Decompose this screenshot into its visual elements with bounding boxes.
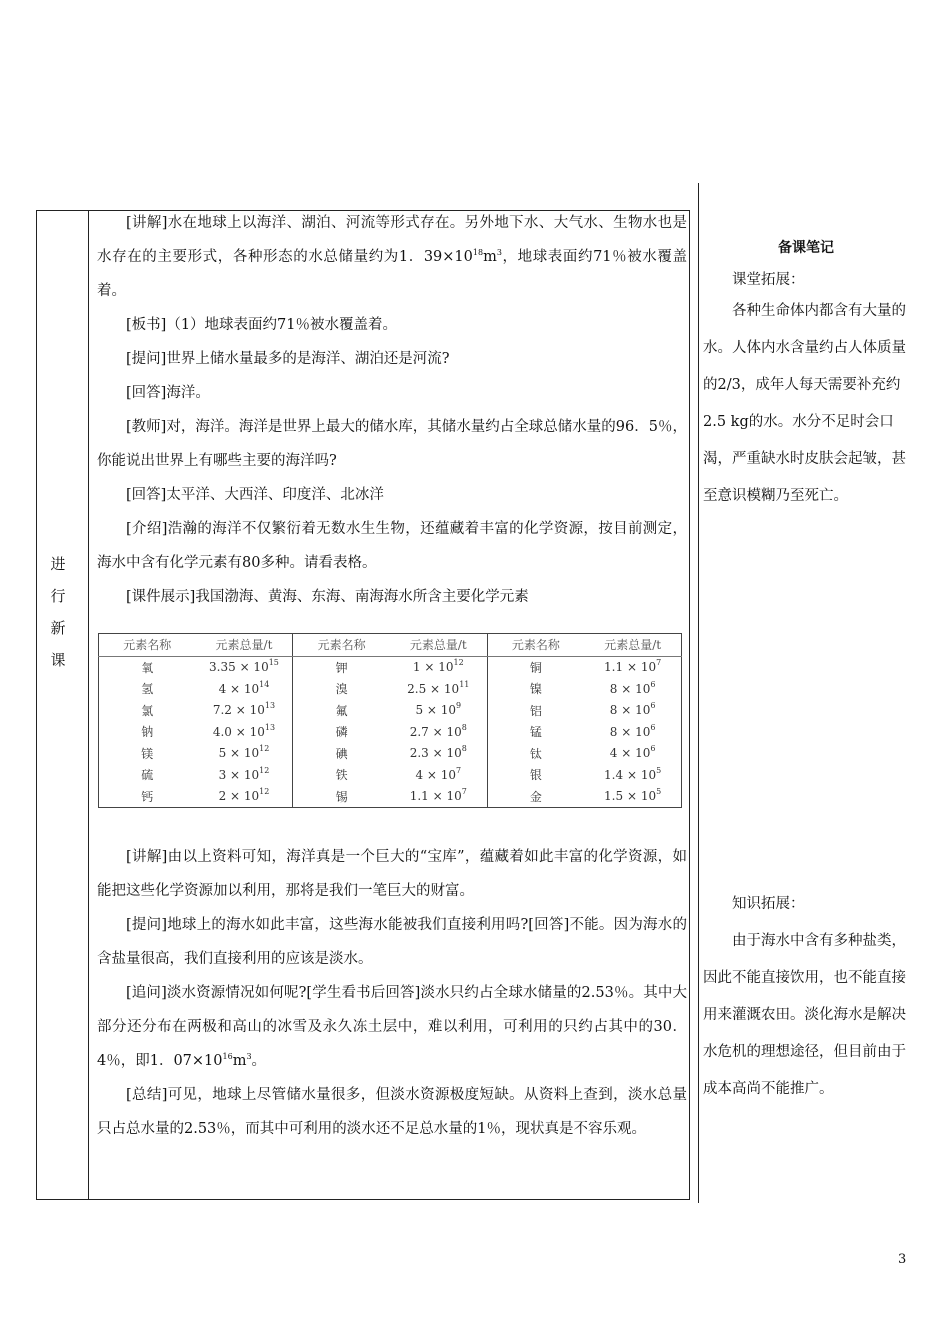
paragraph: [回答]海洋。 <box>126 385 210 401</box>
row-label-char: 进 <box>50 555 66 573</box>
table-header-row <box>99 634 682 657</box>
element-name: 磷 <box>335 725 348 740</box>
element-amount: $2.7 \times 10^8$ <box>390 721 487 743</box>
sidebar-section-body: 由于海水中含有多种盐类，因此不能直接饮用，也不能直接用来灌溉农田。淡化海水是解决水危机的理想途径，但目前由于成本高尚不能推广。 <box>703 933 906 1097</box>
notes-divider <box>698 183 699 1203</box>
table-row <box>99 678 682 700</box>
sidebar-title: 备课笔记 <box>778 240 834 256</box>
table-header: 元素总量/t <box>390 634 487 657</box>
paragraph: [提问]地球上的海水如此丰富，这些海水能被我们直接利用吗?[回答]不能。因为海水的含盐量很高，我们直接利用的应该是淡水。 <box>97 917 687 967</box>
row-label <box>44 548 72 676</box>
element-amount: $1.1 \times 10^7$ <box>390 786 487 808</box>
row-label-char: 新 <box>50 619 66 637</box>
sidebar-section-heading: 课堂拓展： <box>732 272 805 288</box>
paragraph: [提问]世界上储水量最多的是海洋、湖泊还是河流? <box>126 351 450 367</box>
paragraph: [介绍]浩瀚的海洋不仅繁衍着无数水生生物，还蕴藏着丰富的化学资源，按目前测定，海水中含有化学元素有80多种。请看表格。 <box>97 521 687 571</box>
summary-paragraph: [总结]可见，地球上尽管储水量很多，但淡水资源极度短缺。从资料上查到，淡水总量只占总水量的2.53％，而其中可利用的淡水还不足总水量的1％，现状真是不容乐观。 <box>97 1087 687 1137</box>
table-header: 元素总量/t <box>196 634 293 657</box>
paragraph: [教师]对，海洋。海洋是世界上最大的储水库，其储水量约占全球总储水量的96．5％，你能说出世界上有哪些主要的海洋吗? <box>97 419 687 469</box>
element-amount: $2.5 \times 10^{11}$ <box>390 678 487 700</box>
element-amount: $4 \times 10^{14}$ <box>196 678 293 700</box>
element-name: 碘 <box>335 746 348 761</box>
table-row <box>99 700 682 722</box>
element-amount: $5 \times 10^9$ <box>390 700 487 722</box>
sidebar-section-body: 各种生命体内都含有大量的水。人体内水含量约占人体质量的2/3，成年人每天需要补充约2.5 kg的水。水分不足时会口渴，严重缺水时皮肤会起皱，甚至意识模糊乃至死亡。 <box>703 303 906 504</box>
main-content-top <box>97 206 687 614</box>
table-row <box>99 721 682 743</box>
element-name: 铝 <box>529 703 542 718</box>
table-row <box>99 786 682 808</box>
sidebar-section-heading: 知识拓展： <box>732 896 805 912</box>
element-amount: $1 \times 10^{12}$ <box>390 656 487 678</box>
element-name: 钾 <box>335 660 348 675</box>
table-row <box>99 656 682 678</box>
table-header: 元素名称 <box>99 634 196 657</box>
element-amount: $4.0 \times 10^{13}$ <box>196 721 293 743</box>
page-number: 3 <box>898 1252 907 1267</box>
element-amount: $1.5 \times 10^5$ <box>604 787 662 804</box>
main-content-bottom <box>97 840 687 1146</box>
element-amount: $8 \times 10^6$ <box>609 722 656 739</box>
element-name: 氢 <box>141 682 154 697</box>
element-name: 硫 <box>141 768 154 783</box>
element-name: 钙 <box>141 789 154 804</box>
element-name: 锰 <box>529 725 542 740</box>
table-header: 元素总量/t <box>584 634 681 657</box>
element-name: 镁 <box>141 746 154 761</box>
table-header: 元素名称 <box>487 634 584 657</box>
intro-paragraph: [讲解]水在地球上以海洋、湖泊、河流等形式存在。另外地下水、大气水、生物水也是水存在的主要形式，各种形态的水总储量约为1．$39\times 10^{18}m^3$，地球表面约71％被水覆盖着。 <box>97 215 687 299</box>
column-divider <box>88 210 89 1200</box>
paragraph: [回答]太平洋、大西洋、印度洋、北冰洋 <box>126 487 384 503</box>
element-amount: $1.4 \times 10^5$ <box>604 765 662 782</box>
element-name: 氧 <box>141 660 154 675</box>
element-name: 氟 <box>335 703 348 718</box>
element-amount: $3.35 \times 10^{15}$ <box>196 656 293 678</box>
element-name: 钠 <box>141 725 154 740</box>
element-amount: $4 \times 10^7$ <box>390 764 487 786</box>
element-name: 氯 <box>141 703 154 718</box>
element-amount: $8 \times 10^6$ <box>609 679 656 696</box>
element-amount: $8 \times 10^6$ <box>609 701 656 718</box>
element-name: 金 <box>529 789 542 804</box>
paragraph: [板书]（1）地球表面约71％被水覆盖着。 <box>126 317 397 333</box>
element-amount: $4 \times 10^6$ <box>609 744 656 761</box>
element-name: 溴 <box>335 682 348 697</box>
row-label-char: 课 <box>50 651 66 669</box>
element-amount: $2.3 \times 10^8$ <box>390 743 487 765</box>
sidebar-notes-top <box>703 230 909 515</box>
element-amount: $7.2 \times 10^{13}$ <box>196 700 293 722</box>
element-amount: $2 \times 10^{12}$ <box>196 786 293 808</box>
element-amount: $1.1 \times 10^7$ <box>604 658 662 675</box>
paragraph: [讲解]由以上资料可知，海洋真是一个巨大的“宝库”，蕴藏着如此丰富的化学资源，如能把这些化学资源加以利用，那将是我们一笔巨大的财富。 <box>97 849 687 899</box>
table-header: 元素名称 <box>293 634 390 657</box>
sidebar-notes-bottom <box>703 886 909 1108</box>
followup-paragraph: [追问]淡水资源情况如何呢?[学生看书后回答]淡水只约占全球水储量的2.53％。其中大部分还分布在两极和高山的冰雪及永久冻土层中，难以利用，可利用的只约占其中的30．4％，即1．$07\times 10^{16}m^3$。 <box>97 985 687 1069</box>
paragraph: [课件展示]我国渤海、黄海、东海、南海海水所含主要化学元素 <box>126 589 529 605</box>
element-name: 铜 <box>529 660 542 675</box>
element-table <box>98 633 682 808</box>
element-name: 镍 <box>529 682 542 697</box>
table-row <box>99 764 682 786</box>
element-name: 锡 <box>335 789 348 804</box>
table-row <box>99 743 682 765</box>
row-label-char: 行 <box>50 587 66 605</box>
element-name: 银 <box>529 768 542 783</box>
element-amount: $5 \times 10^{12}$ <box>196 743 293 765</box>
element-name: 钛 <box>529 746 542 761</box>
element-name: 铁 <box>335 768 348 783</box>
element-amount: $3 \times 10^{12}$ <box>196 764 293 786</box>
